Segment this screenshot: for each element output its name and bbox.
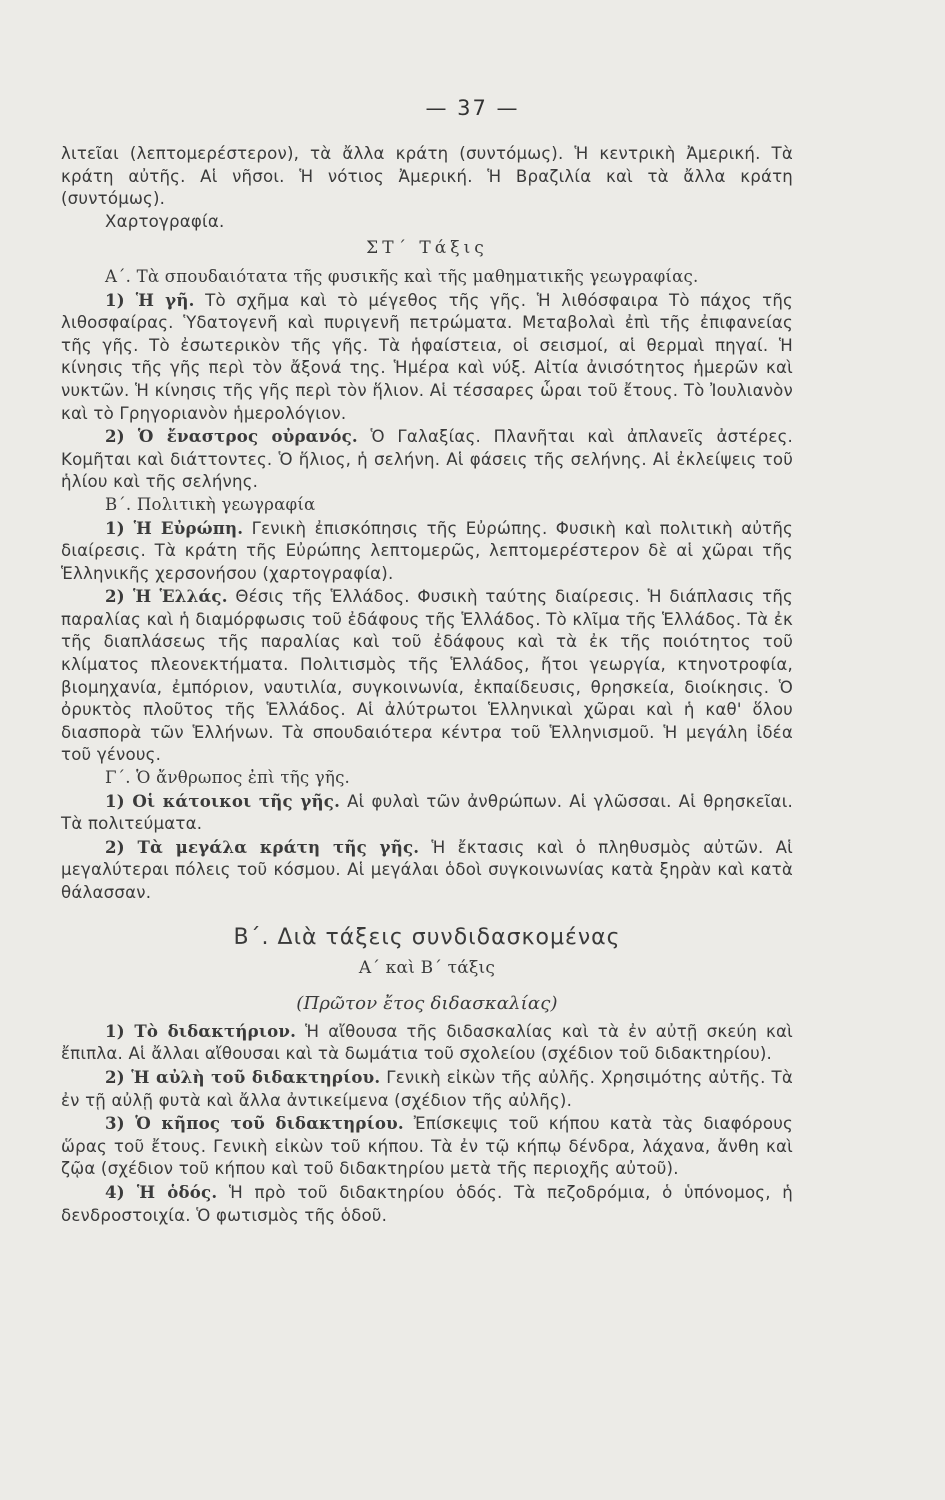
item-lead: 2) Ἡ Ἑλλάς.: [105, 586, 228, 607]
item-text: Ὁ Γαλαξίας. Πλανῆται καὶ ἀπλανεῖς ἀστέρες. Κομῆται καὶ διάττοντες. Ὁ ἥλιος, ἡ σελήνη. Αἱ φάσεις τῆς σελήνης. Αἱ ἐκλείψεις τοῦ ἡλίου καὶ τῆς σελήνης.: [61, 427, 793, 492]
item-lead: 2) Τὰ μεγάλα κράτη τῆς γῆς.: [105, 836, 420, 857]
section-c-item-1: [61, 790, 793, 836]
class-heading: ΣΤ΄ Τάξις: [366, 238, 488, 259]
item-text: Γενικὴ ἐπισκόπησις τῆς Εὐρώπης. Φυσικὴ καὶ πολιτικὴ αὐτῆς διαίρεσις. Τὰ κράτη τῆς Εὐρώπης λεπτομερῶς, λεπτομερέστερον δὲ αἱ χῶραι τῆς Ἑλληνικῆς χερσονήσου (χαρτογραφία).: [61, 518, 793, 583]
part-b-title: Β΄. Διὰ τάξεις συνδιδασκομένας: [233, 924, 621, 950]
part-b-item-3: [61, 1112, 793, 1181]
section-b-item-2: [61, 585, 793, 767]
section-b-title: Β΄. Πολιτικὴ γεωγραφία: [105, 494, 316, 514]
section-a-title: Α΄. Τὰ σπουδαιότατα τῆς φυσικῆς καὶ τῆς μαθηματικῆς γεωγραφίας.: [105, 266, 699, 286]
item-text: Θέσις τῆς Ἑλλάδος. Φυσικὴ ταύτης διαίρεσις. Ἡ διάπλασις τῆς παραλίας καὶ ἡ διαμόρφωσις τοῦ ἐδάφους τῆς Ἑλλάδος. Τὸ κλῖμα τῆς Ἑλλάδος. Τὰ ἐκ τῆς διαπλάσεως τῆς παραλίας καὶ τοῦ ἐδάφους καὶ τὰ ἐκ τῆς ποιότητος τοῦ κλίματος πλεονεκτήματα. Πολιτισμὸς τῆς Ἑλλάδος, ἤτοι γεωργία, κτηνοτροφία, βιομηχανία, ἐμπόριον, ναυτιλία, συγκοινωνία, ἐκπαίδευσις, θρησκεία, διοίκησις. Ὁ ὀρυκτὸς πλοῦτος τῆς Ἑλλάδος. Αἱ ἀλύτρωτοι Ἑλληνικαὶ χῶραι καὶ ἡ καθ' ὅλου διασπορὰ τῶν Ἑλλήνων. Τὰ σπουδαιότερα κέντρα τοῦ Ἑλληνισμοῦ. Ἡ μεγάλη ἰδέα τοῦ γένους.: [61, 587, 794, 765]
item-lead: 1) Τὸ διδακτήριον.: [105, 1020, 297, 1041]
item-text: Ἐπίσκεψις τοῦ κήπου κατὰ τὰς διαφόρους ὥρας τοῦ ἔτους. Γενικὴ εἰκὼν τοῦ κήπου. Τὰ ἐν τῷ κήπῳ δένδρα, λάχανα, ἄνθη καὶ ζῷα (σχέδιον τοῦ κήπου καὶ τοῦ διδακτηρίου μετὰ τῆς περιοχῆς αὐτοῦ).: [61, 1114, 793, 1179]
item-lead: 4) Ἡ ὁδός.: [105, 1181, 218, 1202]
part-b-subtitle: Α΄ καὶ Β΄ τάξις: [358, 957, 496, 978]
section-a-item-1: [61, 289, 793, 426]
item-text: Ἡ ἔκτασις καὶ ὁ πληθυσμὸς αὐτῶν. Αἱ μεγαλύτεραι πόλεις τοῦ κόσμου. Αἱ μεγάλαι ὁδοὶ συγκοινωνίας κατὰ ξηρὰν καὶ κατὰ θάλασσαν.: [61, 837, 793, 902]
item-lead: 2) Ἡ αὐλὴ τοῦ διδακτηρίου.: [105, 1066, 381, 1087]
part-b-year: (Πρῶτον ἔτος διδασκαλίας): [296, 993, 558, 1015]
body-text: [61, 143, 793, 1227]
section-c-item-2: [61, 836, 793, 905]
item-lead: 1) Οἱ κάτοικοι τῆς γῆς.: [105, 790, 341, 811]
item-text: Γενικὴ εἰκὼν τῆς αὐλῆς. Χρησιμότης αὐτῆς. Τὰ ἐν τῇ αὐλῇ φυτὰ καὶ ἄλλα ἀντικείμενα (σχέδιον τῆς αὐλῆς).: [61, 1067, 794, 1110]
item-text: Ἡ πρὸ τοῦ διδακτηρίου ὁδός. Τὰ πεζοδρόμια, ὁ ὑπόνομος, ἡ δενδροστοιχία. Ὁ φωτισμὸς τῆς ὁδοῦ.: [61, 1182, 793, 1225]
part-b-item-1: [61, 1020, 793, 1066]
item-lead: 3) Ὁ κῆπος τοῦ διδακτηρίου.: [105, 1113, 404, 1134]
item-text: Τὸ σχῆμα καὶ τὸ μέγεθος τῆς γῆς. Ἡ λιθόσφαιρα Τὸ πάχος τῆς λιθοσφαίρας. Ὑδατογενῆ καὶ πυριγενῆ πετρώματα. Μεταβολαὶ ἐπὶ τῆς ἐπιφανείας τῆς γῆς. Τὸ ἐσωτερικὸν τῆς γῆς. Τὰ ἡφαίστεια, οἱ σεισμοί, αἱ θερμαὶ πηγαί. Ἡ κίνησις τῆς γῆς περὶ τὸν ἄξονά της. Ἡμέρα καὶ νύξ. Αἰτία ἀνισότητος ἡμερῶν καὶ νυκτῶν. Ἡ κίνησις τῆς γῆς περὶ τὸν ἥλιον. Αἱ τέσσαρες ὧραι τοῦ ἔτους. Τὸ Ἰουλιανὸν καὶ τὸ Γρηγοριανὸν ἡμερολόγιον.: [61, 290, 793, 423]
item-lead: 1) Ἡ Εὐρώπη.: [105, 517, 244, 538]
item-text: Αἱ φυλαὶ τῶν ἀνθρώπων. Αἱ γλῶσσαι. Αἱ θρησκεῖαι. Τὰ πολιτεύματα.: [61, 791, 793, 834]
part-b-item-2: [61, 1066, 793, 1112]
intro-paragraph: λιτεῖαι (λεπτομερέστερον), τὰ ἄλλα κράτη (συντόμως). Ἡ κεντρικὴ Ἀμερική. Τὰ κράτη αὐτῆς. Αἱ νῆσοι. Ἡ νότιος Ἀμερική. Ἡ Βραζιλία καὶ τὰ ἄλλα κράτη (συντόμως).: [61, 144, 793, 209]
page-number: — 37 —: [425, 96, 520, 120]
item-text: Ἡ αἴθουσα τῆς διδασκαλίας καὶ τὰ ἐν αὐτῇ σκεύη καὶ ἔπιπλα. Αἱ ἄλλαι αἴθουσαι καὶ τὰ δωμάτια τοῦ σχολείου (σχέδιον τοῦ διδακτηρίου).: [61, 1021, 793, 1064]
section-c-title: Γ΄. Ὁ ἄνθρωπος ἐπὶ τῆς γῆς.: [105, 768, 351, 788]
section-a-item-2: [61, 425, 793, 494]
intro-cartography: Χαρτογραφία.: [105, 211, 225, 231]
item-lead: 1) Ἡ γῆ.: [105, 289, 195, 310]
item-lead: 2) Ὁ ἔναστρος οὐρανός.: [105, 426, 358, 447]
part-b-item-4: [61, 1181, 793, 1227]
section-b-item-1: [61, 517, 793, 586]
